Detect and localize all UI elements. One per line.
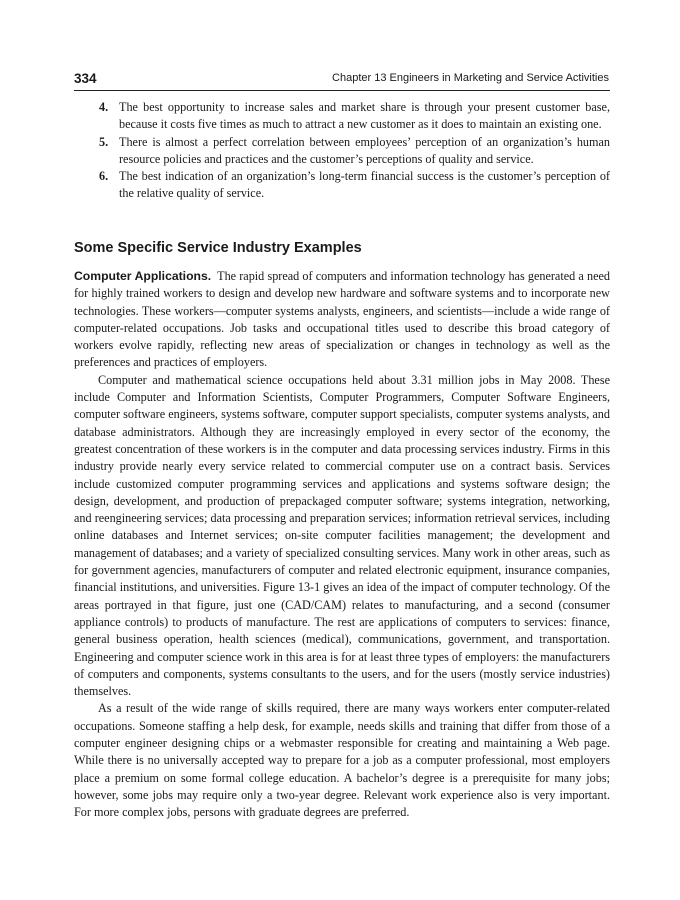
numbered-list <box>99 99 610 203</box>
list-item-number: 4. <box>99 100 109 114</box>
section-content <box>74 268 610 822</box>
paragraph-3: As a result of the wide range of skills required, there are many ways workers enter computer-related occupations. Someone staffing a help desk, for example, needs skills and training that differ from those of a computer engineer designing chips or a webmaster responsible for creating and maintaining a Web page. While there is no universally accepted way to prepare for a job as a computer professional, most employers place a premium on some formal college education. A bachelor’s degree is a prerequisite for many jobs; however, some jobs may require only a two-year degree. Relevant work experience also is very important. For more complex jobs, persons with graduate degrees are preferred. <box>74 701 610 820</box>
list-item <box>99 99 610 134</box>
paragraph-1 <box>74 268 610 372</box>
list-item-text: The best opportunity to increase sales and market share is through your present customer base, because it costs five times as much to attract a new customer as it does to maintain an existing one. <box>119 100 610 132</box>
running-head: Chapter 13 Engineers in Marketing and Service Activities <box>332 72 609 84</box>
page-header <box>74 71 609 89</box>
list-item <box>99 168 610 203</box>
section-heading: Some Specific Service Industry Examples <box>74 240 362 256</box>
paragraph-1-text: The rapid spread of computers and information technology has generated a need for highly trained workers to design and develop new hardware and software systems and to incorporate new technologies. These workers—computer systems analysts, engineers, and scientists—include a wide range of computer-related occupations. Job tasks and occupational titles used to describe this broad category of workers evolve rapidly, reflecting new areas of specialization or changes in technology as well as the preferences and practices of employers. <box>74 269 610 370</box>
list-item-number: 6. <box>99 169 109 184</box>
list-item-text: The best indication of an organization’s long-term financial success is the customer’s perception of the relative quality of service. <box>119 169 610 201</box>
list-item <box>99 134 610 169</box>
run-in-subheading: Computer Applications. <box>74 269 212 283</box>
page-number: 334 <box>74 71 97 86</box>
list-item-text: There is almost a perfect correlation between employees’ perception of an organization’s human resource policies and practices and the customer’s perceptions of quality and service. <box>119 134 610 166</box>
paragraph-2: Computer and mathematical science occupations held about 3.31 million jobs in May 2008. These include Computer and Information Scientists, Computer Programmers, Computer Software Engineers, computer software engineers, systems software, computer support specialists, computer systems analysts, and database administrators. Although they are increasingly employed in every sector of the economy, the greatest concentration of these workers is in the computer and data processing services industry. Firms in this industry provide nearly every service related to commercial computer use on a contract basis. Services include customized computer programming services and applications and systems software design; the design, development, and production of prepackaged computer software; systems integration, networking, and reengineering services; data processing and preparation services; information retrieval services, including online databases and Internet services; on-site computer facilities management; the development and management of databases; and a variety of specialized consulting services. Many work in other areas, such as for government agencies, manufacturers of computer and related electronic equipment, insurance companies, financial institutions, and universities. Figure 13-1 gives an idea of the impact of computer technology. Of the areas portrayed in that figure, just one (CAD/CAM) relates to manufacturing, and a second (consumer appliance controls) to products of manufacture. The rest are applications of computers to services: finance, general business operation, health sciences (medical), communications, government, and transportation. Engineering and computer science work in this area is for at least three types of employers: the manufacturers of computers and components, systems consultants to the users, and for the users (mostly service industries) themselves. <box>74 372 610 699</box>
list-item-number: 5. <box>99 134 109 149</box>
header-rule <box>74 90 610 91</box>
